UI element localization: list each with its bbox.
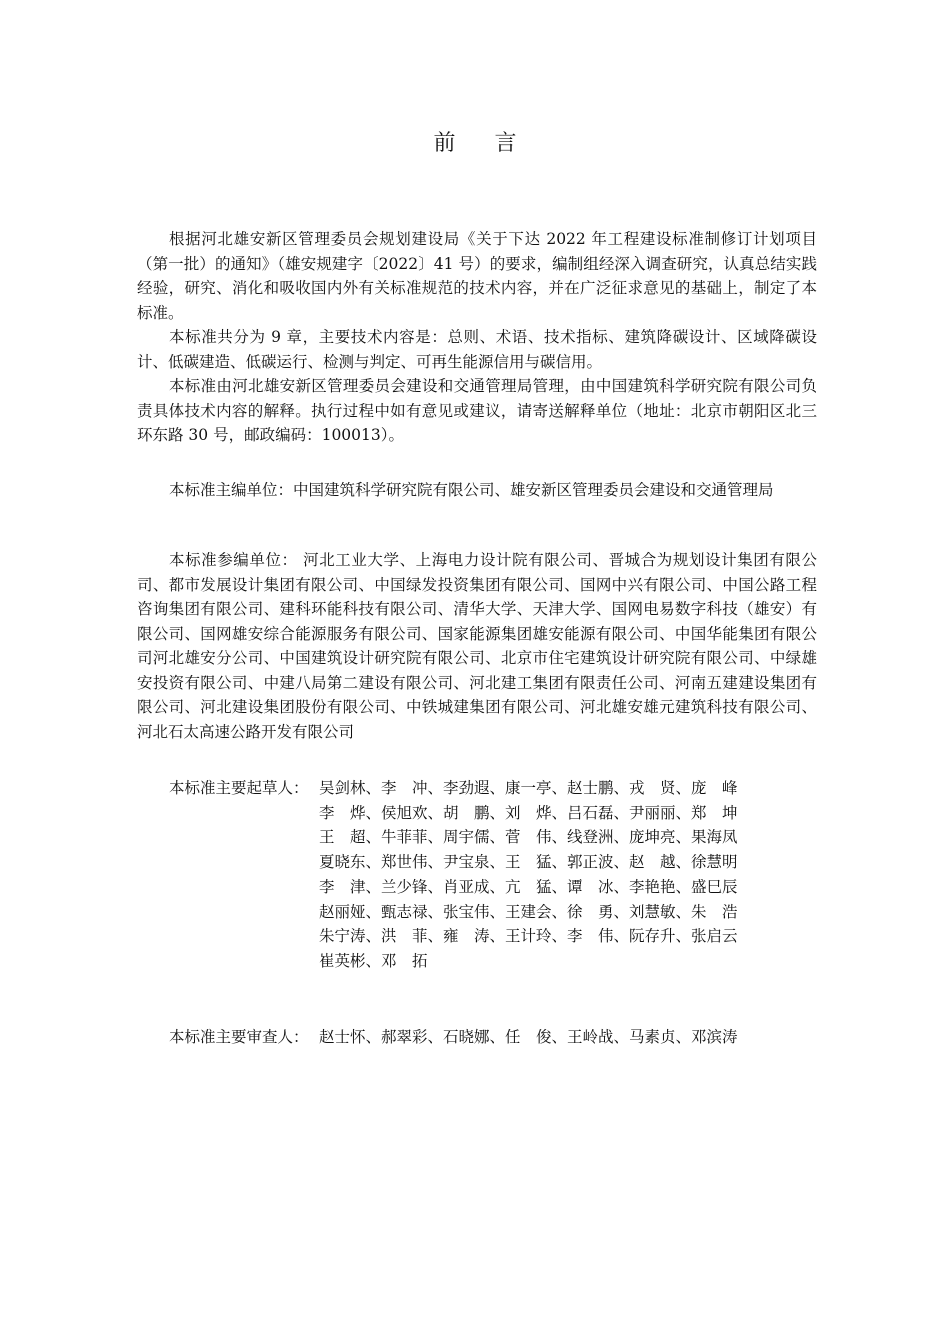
reviewers-list: 赵士怀、郝翠彩、石晓娜、任 俊、王岭战、马素贞、邓滨涛 bbox=[319, 1028, 738, 1046]
reviewers-label: 本标准主要审查人： bbox=[169, 1028, 309, 1046]
chief-editors-section bbox=[137, 478, 817, 503]
drafters-label: 本标准主要起草人： bbox=[169, 779, 309, 797]
drafters-line: 李 烨、侯旭欢、胡 鹏、刘 烨、吕石磊、尹丽丽、郑 坤 bbox=[319, 803, 738, 822]
drafters-line: 李 津、兰少锋、肖亚成、亢 猛、谭 冰、李艳艳、盛巳辰 bbox=[319, 877, 738, 896]
chief-editors-text: 本标准主编单位：中国建筑科学研究院有限公司、雄安新区管理委员会建设和交通管理局 bbox=[169, 481, 774, 499]
drafters-line: 崔英彬、邓 拓 bbox=[319, 951, 428, 970]
intro-section bbox=[137, 227, 817, 448]
participating-units-section bbox=[137, 548, 817, 744]
drafters-line: 吴剑林、李 冲、李劲遐、康一亭、赵士鹏、戎 贤、庞 峰 bbox=[319, 779, 738, 797]
participating-units-text: 本标准参编单位： 河北工业大学、上海电力设计院有限公司、晋城合为规划设计集团有限公司、都市发展设计集团有限公司、中国绿发投资集团有限公司、国网中兴有限公司、中国公路工程咨询集团有限公司、建科环能科技有限公司、清华大学、天津大学、国网电易数字科技（雄安）有限公司、国网雄安综合能源服务有限公司、国家能源集团雄安能源有限公司、中国华能集团有限公司河北雄安分公司、中国建筑设计研究院有限公司、北京市住宅建筑设计研究院有限公司、中绿雄安投资有限公司、中建八局第二建设有限公司、河北建工集团有限责任公司、河南五建建设集团有限公司、河北建设集团股份有限公司、中铁城建集团有限公司、河北雄安雄元建筑科技有限公司、河北石太高速公路开发有限公司 bbox=[137, 551, 817, 741]
drafters-line: 赵丽娅、甄志禄、张宝伟、王建会、徐 勇、刘慧敏、朱 浩 bbox=[319, 902, 738, 921]
page-title: 前 言 bbox=[433, 131, 533, 156]
drafters-line: 王 超、牛菲菲、周宇儒、菅 伟、线登洲、庞坤亮、果海凤 bbox=[319, 828, 738, 847]
drafters-line: 夏晓东、郑世伟、尹宝泉、王 猛、郭正波、赵 越、徐慧明 bbox=[319, 853, 738, 872]
drafters-line: 朱宁涛、洪 菲、雍 涛、王计玲、李 伟、阮存升、张启云 bbox=[319, 927, 738, 946]
intro-paragraph-contents: 本标准共分为 9 章，主要技术内容是：总则、术语、技术指标、建筑降碳设计、区域降碳设计、低碳建造、低碳运行、检测与判定、可再生能源信用与碳信用。 bbox=[137, 328, 817, 371]
intro-paragraph-basis: 根据河北雄安新区管理委员会规划建设局《关于下达 2022 年工程建设标准制修订计划项目（第一批）的通知》（雄安规建字〔2022〕41 号）的要求，编制组经深入调查研究，认真总结实践经验，研究、消化和吸收国内外有关标准规范的技术内容，并在广泛征求意见的基础上，制定了本标准。 bbox=[137, 230, 817, 322]
intro-paragraph-management: 本标准由河北雄安新区管理委员会建设和交通管理局管理，由中国建筑科学研究院有限公司负责具体技术内容的解释。执行过程中如有意见或建议，请寄送解释单位（地址：北京市朝阳区北三环东路 30 号，邮政编码：100013）。 bbox=[137, 377, 817, 444]
drafters-list bbox=[319, 776, 779, 974]
